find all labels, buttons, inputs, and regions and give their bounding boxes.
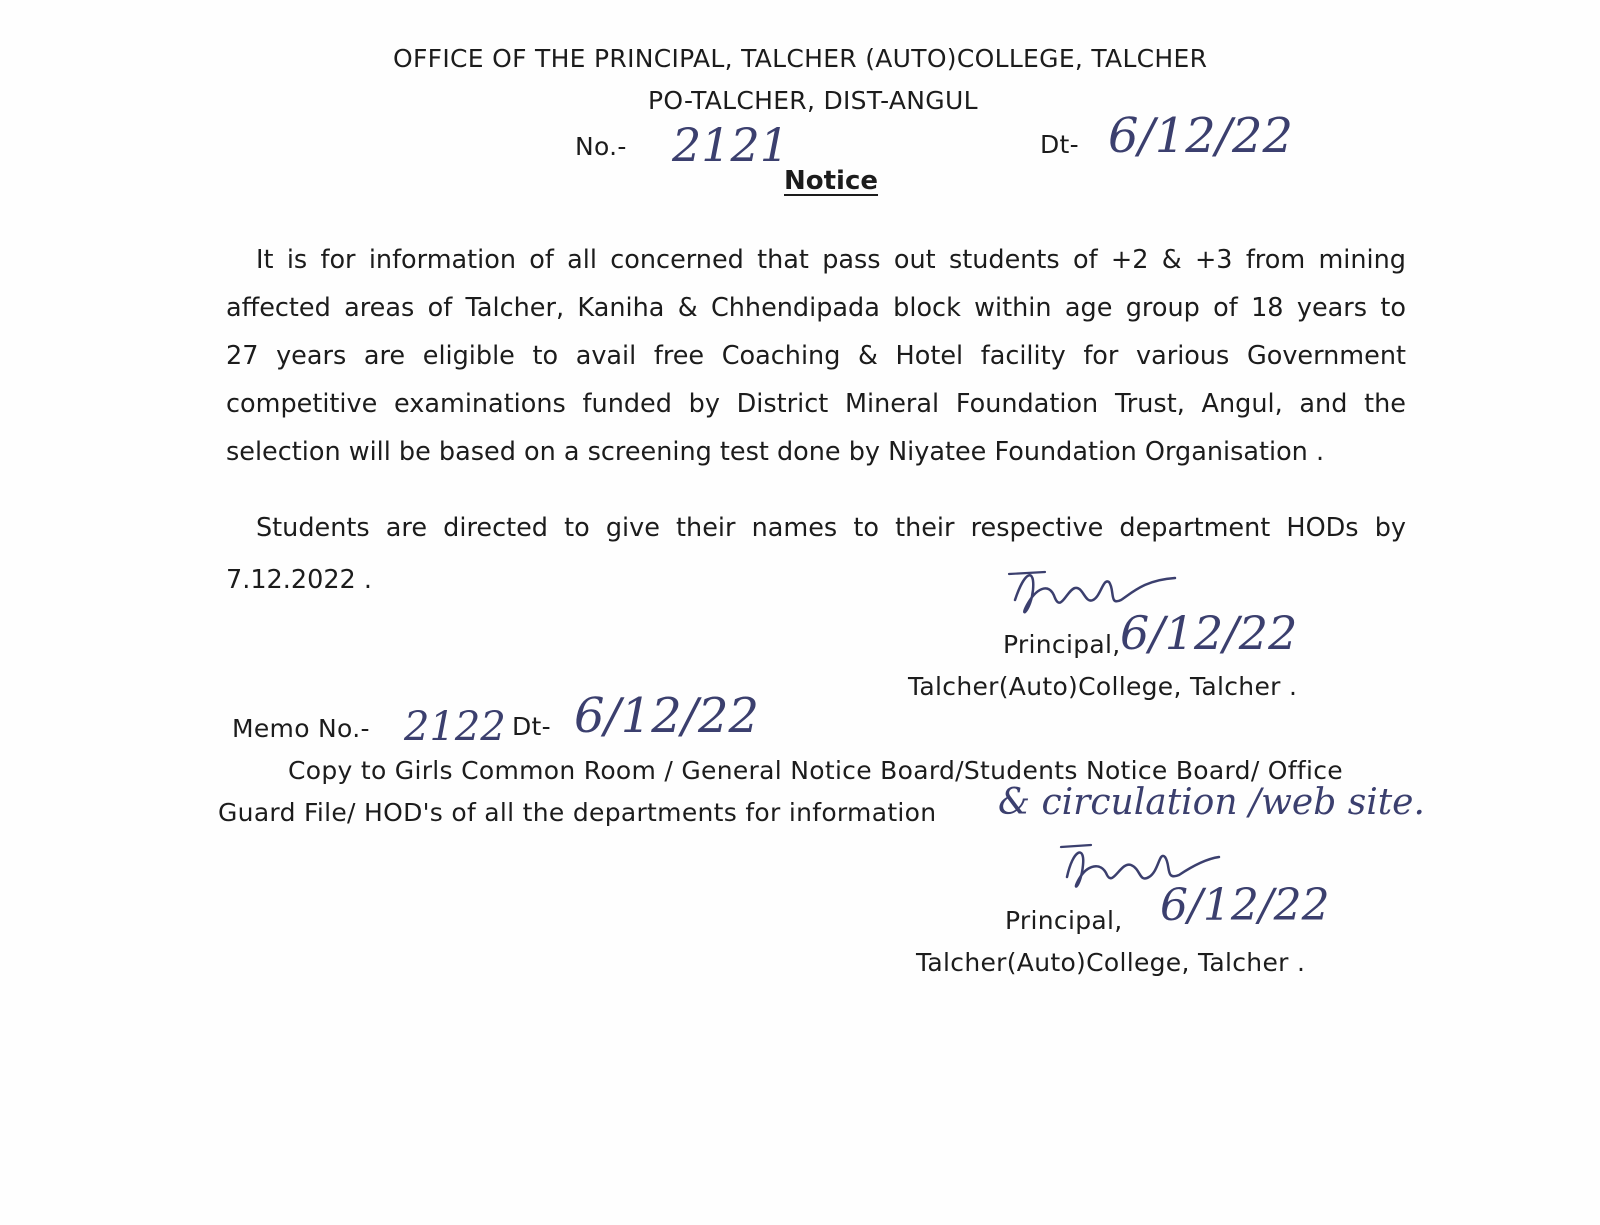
notice-para2-line2: 7.12.2022 . [226,565,372,595]
notice-para1-line4: competitive examinations funded by District Mineral Foundation Trust, Angul, and the [226,389,1406,419]
copy-to-line1: Copy to Girls Common Room / General Notice Board/Students Notice Board/ Office [288,756,1343,785]
copy-to-handwritten-addition: & circulation /web site. [998,782,1425,823]
notice-para1-line5: selection will be based on a screening test done by Niyatee Foundation Organisation . [226,437,1325,467]
memo-date-handwritten: 6/12/22 [574,688,760,744]
memo-number-label: Memo No.- [232,714,370,743]
signature1-designation: Principal, [1003,630,1121,659]
office-header-line2: PO-TALCHER, DIST-ANGUL [648,86,978,115]
office-header-line1: OFFICE OF THE PRINCIPAL, TALCHER (AUTO)COLLEGE, TALCHER [393,44,1208,73]
signature2-handwritten-date: 6/12/22 [1160,880,1330,931]
notice-para1-line2: affected areas of Talcher, Kaniha & Chhendipada block within age group of 18 years to [226,293,1406,323]
notice-para2-line1: Students are directed to give their names to their respective department HODs by [256,513,1406,543]
notice-para1-line1: It is for information of all concerned that pass out students of +2 & +3 from mining [256,245,1406,275]
notice-number-handwritten: 2121 [672,118,790,172]
signature1-handwritten-date: 6/12/22 [1120,606,1298,660]
signature2-designation: Principal, [1005,906,1123,935]
copy-to-line2: Guard File/ HOD's of all the departments for information [218,798,937,827]
notice-number-label: No.- [575,132,627,161]
notice-title: Notice [784,166,879,196]
memo-number-handwritten: 2122 [404,704,506,750]
memo-date-label: Dt- [512,712,551,741]
signature1-institution: Talcher(Auto)College, Talcher . [908,672,1298,701]
notice-date-handwritten: 6/12/22 [1108,108,1294,164]
signature2-institution: Talcher(Auto)College, Talcher . [916,948,1306,977]
notice-para1-line3: 27 years are eligible to avail free Coaching & Hotel facility for various Government [226,341,1406,371]
notice-date-label: Dt- [1040,130,1079,159]
